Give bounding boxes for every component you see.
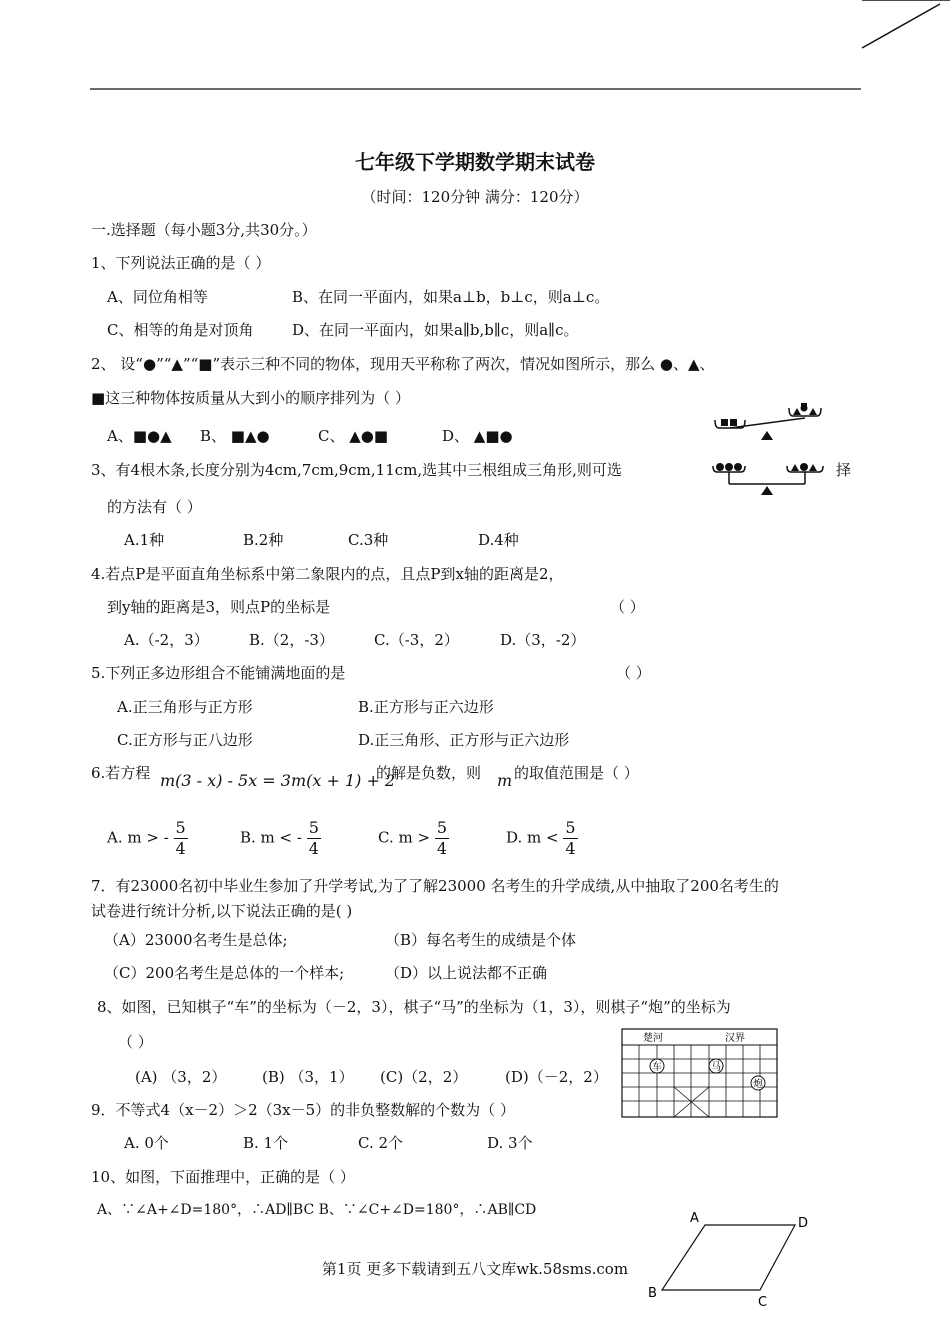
vertex-label-b: B xyxy=(648,1286,657,1301)
balance-scale-2 xyxy=(713,463,823,495)
q7-option-c: （C）200名考生是总体的一个样本; xyxy=(104,964,345,982)
fraction-denominator: 4 xyxy=(308,839,319,858)
q7-option-b: （B）每名考生的成绩是个体 xyxy=(385,931,577,949)
q3-option-a: A.1种 xyxy=(124,531,165,549)
chess-piece-ma: 马 xyxy=(711,1062,721,1073)
q2-option-c: C、 ▲●■ xyxy=(318,427,389,445)
q6-option-a-fraction xyxy=(174,818,188,859)
q8-option-a: (A) （3，2） xyxy=(135,1068,227,1086)
page-footer: 第1页 更多下载请到五八文库wk.58sms.com xyxy=(321,1260,629,1278)
q6-option-d-label: D. m < xyxy=(506,828,559,847)
fraction-numerator: 5 xyxy=(565,818,576,837)
q6-option-c xyxy=(378,818,449,859)
q6-option-d-fraction xyxy=(563,818,577,859)
q5-stem: 5.下列正多边形组合不能铺满地面的是 xyxy=(91,664,346,682)
q5-answer-paren: （ ） xyxy=(616,664,651,682)
q3-line1-tail: 择 xyxy=(836,461,852,479)
q7-line2: 试卷进行统计分析,以下说法正确的是( ) xyxy=(91,902,353,920)
q10-options-ab: A、∵∠A+∠D=180°，∴AD∥BC B、∵∠C+∠D=180°，∴AB∥CD xyxy=(97,1202,537,1218)
q1-option-d: D、在同一平面内，如果a∥b,b∥c，则a∥c。 xyxy=(292,321,579,339)
fraction-numerator: 5 xyxy=(175,818,186,837)
board-label-chu-he: 楚河 xyxy=(643,1033,663,1044)
q4-option-d: D.（3，-2） xyxy=(500,631,586,649)
q2-option-a: A、■●▲ xyxy=(107,427,172,445)
q6-option-c-fraction xyxy=(435,818,449,859)
balance-scale-1 xyxy=(715,403,821,440)
q5-option-a: A.正三角形与正方形 xyxy=(117,698,253,716)
q8-option-c: (C)（2，2） xyxy=(380,1068,468,1086)
q3-line2: 的方法有（ ） xyxy=(107,498,202,516)
balance-scales-figure xyxy=(705,398,830,498)
q3-option-d: D.4种 xyxy=(478,531,519,549)
q6-equation: m(3 - x) - 5x = 3m(x + 1) + 2 xyxy=(160,771,396,790)
q6-option-c-label: C. m > xyxy=(378,828,431,847)
q6-prefix: 6.若方程 xyxy=(91,764,151,782)
q4-answer-paren: （ ） xyxy=(610,598,645,616)
board-label-han-jie: 汉界 xyxy=(725,1033,745,1044)
vertex-label-a: A xyxy=(690,1211,699,1226)
q6-option-b-fraction xyxy=(307,818,321,859)
q5-option-d: D.正三角形、正方形与正六边形 xyxy=(358,731,570,749)
vertex-label-d: D xyxy=(798,1216,809,1231)
q5-option-b: B.正方形与正六边形 xyxy=(358,698,494,716)
exam-info: （时间：120分钟 满分：120分） xyxy=(361,188,589,206)
section-heading: 一.选择题（每小题3分,共30分。） xyxy=(91,221,317,239)
q4-line2: 到y轴的距离是3，则点P的坐标是 xyxy=(107,598,331,616)
vertex-label-c: C xyxy=(758,1295,768,1310)
q6-option-b xyxy=(240,818,321,859)
q3-line1: 3、有4根木条,长度分别为4cm,7cm,9cm,11cm,选其中三根组成三角形,则可选 xyxy=(91,461,622,479)
q4-option-a: A.（-2，3） xyxy=(124,631,209,649)
q2-option-d: D、 ▲■● xyxy=(442,427,513,445)
q3-option-b: B.2种 xyxy=(243,531,284,549)
q6-option-d xyxy=(506,818,578,859)
header-decoration xyxy=(0,0,950,100)
q4-option-c: C.（-3，2） xyxy=(374,631,459,649)
q7-option-a: （A）23000名考生是总体; xyxy=(104,931,288,949)
corner-line-diagonal xyxy=(862,4,940,48)
q7-line1: 7．有23000名初中毕业生参加了升学考试,为了了解23000 名考生的升学成绩,从中抽取了200名考生的 xyxy=(91,877,779,895)
q8-option-b: (B) （3，1） xyxy=(262,1068,354,1086)
fraction-numerator: 5 xyxy=(308,818,319,837)
q6-option-b-label: B. m < - xyxy=(240,828,302,847)
q6-suffix: 的取值范围是（ ） xyxy=(514,764,639,782)
q9-option-a: A. 0个 xyxy=(124,1134,169,1152)
chess-piece-che: 车 xyxy=(652,1062,662,1073)
q5-option-c: C.正方形与正八边形 xyxy=(117,731,253,749)
q4-option-b: B.（2，-3） xyxy=(249,631,334,649)
q9-option-c: C. 2个 xyxy=(358,1134,404,1152)
q8-option-d: (D)（－2，2） xyxy=(505,1068,608,1086)
q6-mid: 的解是负数，则 xyxy=(376,764,482,782)
chess-piece-pao: 炮 xyxy=(753,1079,763,1090)
chess-board-figure xyxy=(621,1028,779,1120)
fraction-denominator: 4 xyxy=(175,839,186,858)
q8-line2: （ ） xyxy=(118,1033,153,1051)
q3-option-c: C.3种 xyxy=(348,531,389,549)
q8-line1: 8、如图，已知棋子“车”的坐标为（－2，3），棋子“马”的坐标为（1，3），则棋子“炮”的坐标为 xyxy=(97,998,731,1016)
q2-line2: ■这三种物体按质量从大到小的顺序排列为（ ） xyxy=(91,389,410,407)
q1-stem: 1、下列说法正确的是（ ） xyxy=(91,254,271,272)
q7-option-d: （D）以上说法都不正确 xyxy=(385,964,548,982)
q9-option-d: D. 3个 xyxy=(487,1134,533,1152)
q1-option-c: C、相等的角是对顶角 xyxy=(107,321,254,339)
q6-option-a-label: A. m > - xyxy=(107,828,169,847)
q1-option-b: B、在同一平面内，如果a⊥b，b⊥c，则a⊥c。 xyxy=(292,288,610,306)
fraction-denominator: 4 xyxy=(436,839,448,858)
q6-option-a xyxy=(107,818,188,859)
q10-stem: 10、如图，下面推理中，正确的是（ ） xyxy=(91,1168,355,1186)
q4-line1: 4.若点P是平面直角坐标系中第二象限内的点，且点P到x轴的距离是2， xyxy=(91,565,564,583)
q6-variable: m xyxy=(497,771,513,790)
q9-stem: 9．不等式4（x－2）＞2（3x－5）的非负整数解的个数为（ ） xyxy=(91,1101,515,1119)
q1-option-a: A、同位角相等 xyxy=(107,288,208,306)
fraction-numerator: 5 xyxy=(436,818,448,837)
q2-option-b: B、 ■▲● xyxy=(200,427,270,445)
q9-option-b: B. 1个 xyxy=(243,1134,289,1152)
fraction-denominator: 4 xyxy=(565,839,576,858)
page-title: 七年级下学期数学期末试卷 xyxy=(355,150,595,174)
q2-line1: 2、 设“●”“▲”“■”表示三种不同的物体，现用天平称称了两次，情况如图所示，那么 ●、▲、 xyxy=(91,355,715,373)
